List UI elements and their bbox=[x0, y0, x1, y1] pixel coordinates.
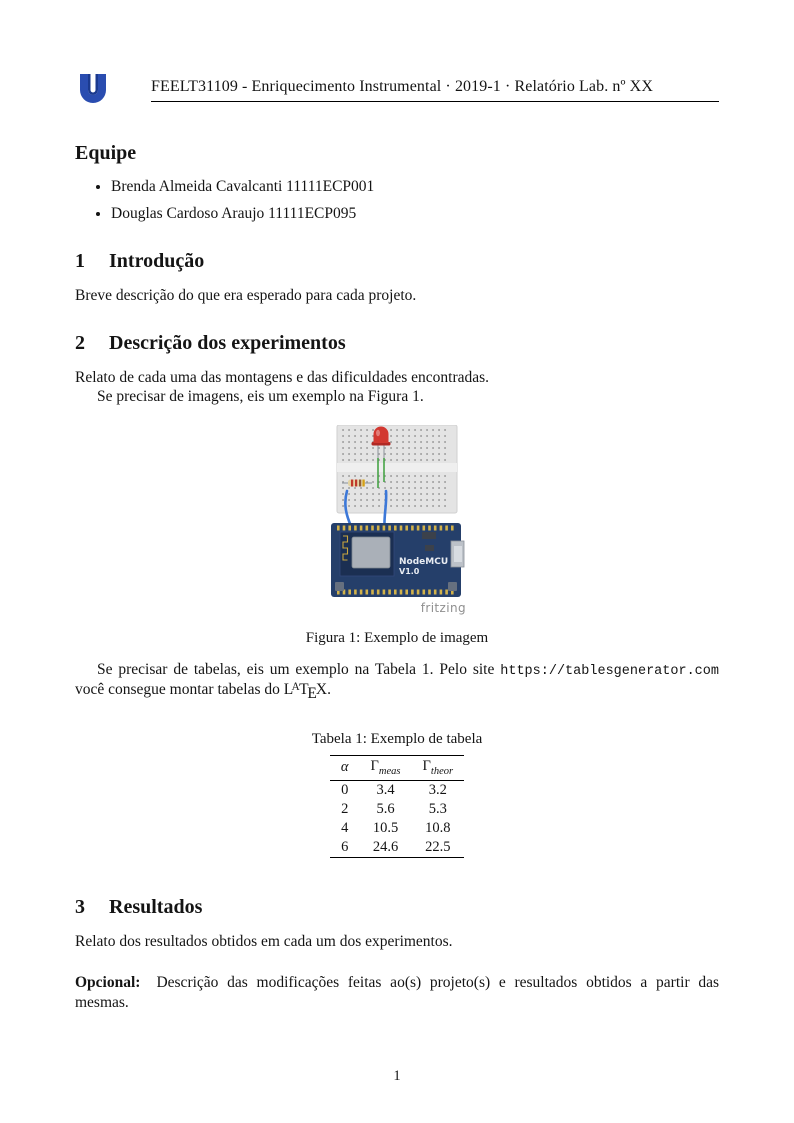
team-heading: Equipe bbox=[75, 142, 137, 164]
cell: 0 bbox=[341, 781, 349, 798]
section-2-heading bbox=[75, 332, 719, 355]
page-number: 1 bbox=[393, 1068, 401, 1084]
section-number: 3 bbox=[75, 895, 85, 918]
table-1 bbox=[75, 731, 719, 858]
paragraph bbox=[75, 660, 719, 703]
optional-text: Descrição das modificações feitas ao(s) projeto(s) e resultados obtidos a partir das mesmas. bbox=[75, 974, 719, 1011]
section-1-heading bbox=[75, 250, 719, 273]
breadboard-channel bbox=[337, 463, 457, 472]
cell: 10.5 bbox=[372, 819, 399, 836]
column-header-gamma-meas: $\Gamma_{meas}$ bbox=[360, 756, 412, 781]
text-run: . bbox=[327, 680, 331, 698]
page-header bbox=[75, 72, 719, 108]
button-right bbox=[448, 582, 457, 591]
cell: 3.4 bbox=[376, 781, 395, 798]
section-3-heading bbox=[75, 896, 719, 919]
paragraph: Breve descrição do que era esperado para cada projeto. bbox=[75, 287, 417, 305]
table-caption: Tabela 1: Exemplo de tabela bbox=[311, 731, 483, 748]
fritzing-watermark: fritzing bbox=[420, 600, 466, 615]
paragraph: Se precisar de imagens, eis um exemplo na Figura 1. bbox=[97, 388, 424, 406]
paragraph: Relato dos resultados obtidos em cada um dos experimentos. bbox=[75, 932, 453, 950]
paragraph: Relato de cada uma das montagens e das dificuldades encontradas. bbox=[75, 368, 490, 386]
usb-connector-inner bbox=[454, 546, 462, 562]
latex-logo: $L^ATEX$ bbox=[283, 680, 328, 702]
board-version-label: V1.0 bbox=[399, 566, 420, 576]
chip bbox=[422, 532, 436, 539]
tablesgenerator-link[interactable]: https://tablesgenerator.com bbox=[500, 663, 719, 679]
university-logo-icon bbox=[75, 72, 111, 108]
example-table bbox=[330, 755, 464, 858]
section-number: 2 bbox=[75, 331, 85, 354]
nodemcu-board bbox=[331, 523, 464, 597]
team-member: • Brenda Almeida Cavalcanti 11111ECP001 bbox=[111, 177, 719, 197]
cell: 5.6 bbox=[376, 800, 395, 817]
board-label: NodeMCU bbox=[399, 556, 449, 567]
cell: 2 bbox=[341, 800, 349, 817]
team-list bbox=[75, 177, 719, 224]
text-run: você consegue montar tabelas do bbox=[75, 680, 284, 698]
cell: 10.8 bbox=[425, 819, 451, 836]
table-header-row bbox=[330, 756, 464, 781]
button-left bbox=[335, 582, 344, 591]
figure-1 bbox=[75, 425, 719, 647]
section-title: Descrição dos experimentos bbox=[109, 331, 346, 354]
page-content bbox=[75, 72, 719, 1013]
column-header-gamma-theor: $\Gamma_{theor}$ bbox=[412, 756, 465, 781]
table-row bbox=[330, 780, 464, 800]
cell: 4 bbox=[341, 819, 349, 836]
esp-shield bbox=[352, 537, 390, 568]
table-row bbox=[330, 819, 464, 838]
chip bbox=[425, 545, 434, 551]
cell: 24.6 bbox=[372, 838, 399, 855]
text-run: Se precisar de tabelas, eis um exemplo na Tabela 1. Pelo site bbox=[97, 660, 501, 678]
section-title: Resultados bbox=[109, 895, 203, 918]
table-row bbox=[330, 800, 464, 819]
cell: 5.3 bbox=[428, 800, 447, 817]
cell: 6 bbox=[341, 838, 349, 855]
optional-paragraph bbox=[75, 973, 719, 1012]
figure-canvas bbox=[327, 425, 467, 615]
section-title: Introdução bbox=[109, 250, 205, 273]
column-header-alpha: α bbox=[330, 756, 360, 781]
table-row bbox=[330, 838, 464, 858]
cell: 22.5 bbox=[425, 838, 451, 855]
circuit-illustration bbox=[327, 425, 467, 601]
cell: 3.2 bbox=[428, 781, 447, 798]
optional-label: Opcional: bbox=[75, 974, 141, 992]
header-title: FEELT31109 - Enriquecimento Instrumental · 2019-1 · Relatório Lab. nº XX bbox=[151, 78, 719, 102]
section-number: 1 bbox=[75, 250, 85, 273]
figure-caption: Figura 1: Exemplo de imagem bbox=[305, 629, 489, 646]
team-member: • Douglas Cardoso Araujo 11111ECP095 bbox=[111, 204, 719, 224]
